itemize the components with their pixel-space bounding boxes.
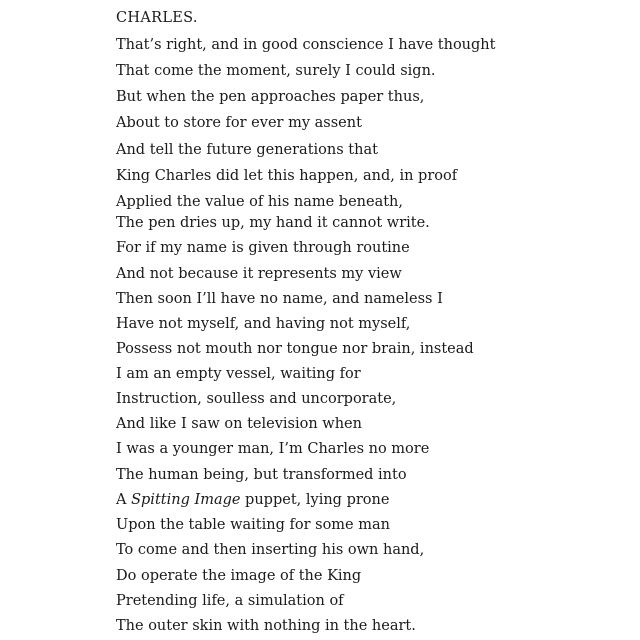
verse-line: Have not myself, and having not myself, xyxy=(116,316,411,332)
verse-line: To come and then inserting his own hand, xyxy=(116,542,425,558)
verse-line: Then soon I’ll have no name, and nameless I xyxy=(116,291,443,307)
verse-line: That come the moment, surely I could sign. xyxy=(116,63,436,79)
verse-line: The pen dries up, my hand it cannot write. xyxy=(116,215,430,231)
verse-line: King Charles did let this happen, and, in proof xyxy=(116,168,458,184)
verse-line: About to store for ever my assent xyxy=(116,115,362,131)
verse-line: Possess not mouth nor tongue nor brain, instead xyxy=(116,341,474,357)
verse-line: I am an empty vessel, waiting for xyxy=(116,366,361,382)
italic-line-suffix: puppet, lying prone xyxy=(240,492,390,508)
verse-line: Instruction, soulless and uncorporate, xyxy=(116,391,397,407)
verse-line: Upon the table waiting for some man xyxy=(116,517,390,533)
verse-line: Pretending life, a simulation of xyxy=(116,593,344,609)
italic-line-prefix: A xyxy=(116,492,132,508)
verse-line: Do operate the image of the King xyxy=(116,568,362,584)
italic-title: Spitting Image xyxy=(131,492,241,508)
verse-line: I was a younger man, I’m Charles no more xyxy=(116,441,430,457)
speaker-name: CHARLES. xyxy=(116,10,198,26)
verse-line: For if my name is given through routine xyxy=(116,240,410,256)
verse-line: And tell the future generations that xyxy=(116,142,378,158)
verse-line: Applied the value of his name beneath, xyxy=(116,194,403,210)
verse-line: And like I saw on television when xyxy=(116,416,362,432)
verse-line: The human being, but transformed into xyxy=(116,467,407,483)
verse-line: That’s right, and in good conscience I have thought xyxy=(116,37,496,53)
verse-line: And not because it represents my view xyxy=(116,266,402,282)
verse-line: But when the pen approaches paper thus, xyxy=(116,89,425,105)
verse-line: The outer skin with nothing in the heart. xyxy=(116,618,416,634)
verse-line-italic xyxy=(116,490,389,510)
